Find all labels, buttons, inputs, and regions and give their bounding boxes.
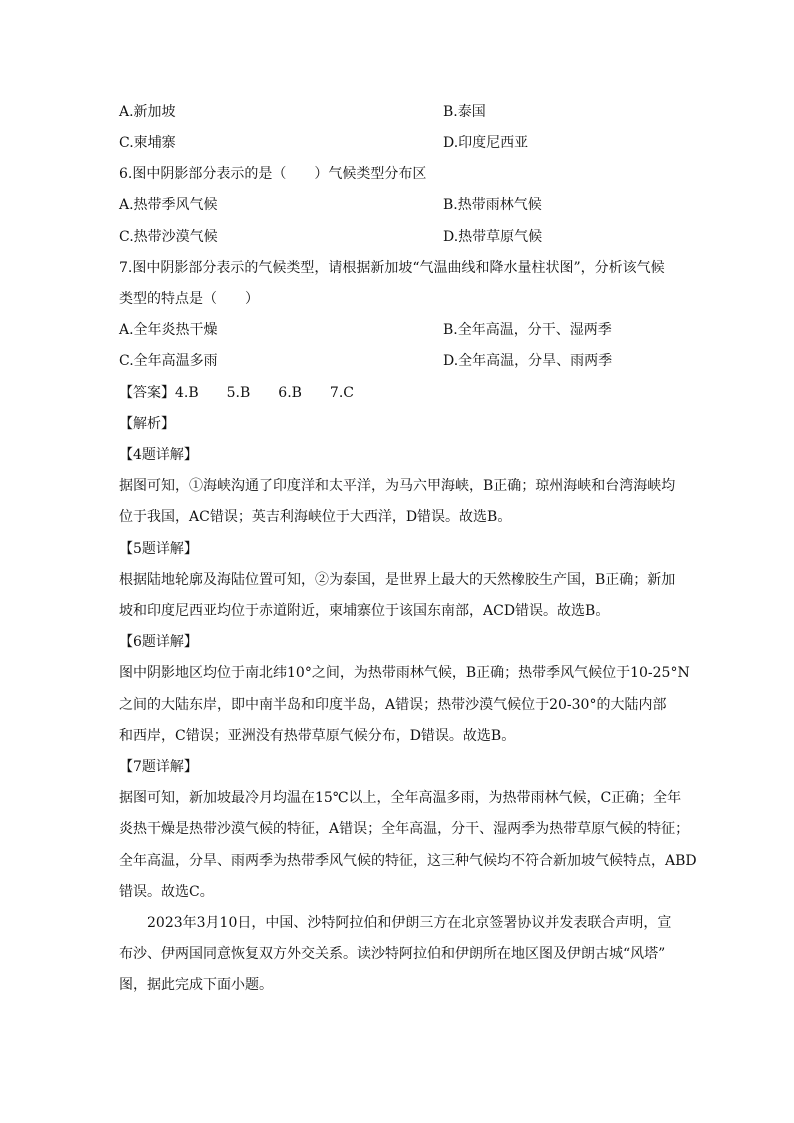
detail-5-heading: 【5题详解】	[119, 541, 198, 557]
q5-option-a: A.新加坡	[119, 104, 176, 120]
detail-7-line-1: 据图可知，新加坡最冷月均温在15℃以上，全年高温多雨，为热带雨林气候，C正确；全年	[119, 790, 682, 806]
q6-option-b: B.热带雨林气候	[443, 197, 542, 213]
detail-7-line-4: 错误。故选C。	[119, 884, 214, 900]
detail-5-line-2: 坡和印度尼西亚均位于赤道附近，柬埔寨位于该国东南部，ACD错误。故选B。	[119, 603, 610, 619]
passage-line-3: 图，据此完成下面小题。	[119, 977, 273, 993]
q7-stem-line-2: 类型的特点是（ ）	[119, 291, 259, 307]
passage-line-2: 布沙、伊两国同意恢复双方外交关系。读沙特阿拉伯和伊朗所在地区图及伊朗古城“风塔”	[119, 946, 666, 962]
q7-stem-line-1: 7.图中阴影部分表示的气候类型，请根据新加坡“气温曲线和降水量柱状图”，分析该气候	[119, 260, 665, 276]
answer-line: 【答案】4.B 5.B 6.B 7.C	[119, 385, 355, 401]
q6-option-c: C.热带沙漠气候	[119, 229, 218, 245]
detail-6-heading: 【6题详解】	[119, 634, 198, 650]
q7-option-b: B.全年高温，分干、湿两季	[443, 322, 612, 338]
q6-option-d: D.热带草原气候	[443, 229, 543, 245]
q5-option-b: B.泰国	[443, 104, 486, 120]
q6-option-a: A.热带季风气候	[119, 197, 218, 213]
q5-option-c: C.柬埔寨	[119, 135, 176, 151]
q5-option-d: D.印度尼西亚	[443, 135, 529, 151]
detail-4-line-2: 位于我国，AC错误；英吉利海峡位于大西洋，D错误。故选B。	[119, 509, 512, 525]
detail-4-line-1: 据图可知，①海峡沟通了印度洋和太平洋，为马六甲海峡，B正确；琼州海峡和台湾海峡均	[119, 478, 676, 494]
detail-6-line-1: 图中阴影地区均位于南北纬10°之间，为热带雨林气候，B正确；热带季风气候位于10-25°N	[119, 665, 690, 681]
q7-option-a: A.全年炎热干燥	[119, 322, 218, 338]
detail-4-heading: 【4题详解】	[119, 447, 198, 463]
q7-option-d: D.全年高温，分旱、雨两季	[443, 353, 613, 369]
detail-6-line-3: 和西岸，C错误；亚洲没有热带草原气候分布，D错误。故选B。	[119, 728, 516, 744]
detail-7-line-3: 全年高温，分旱、雨两季为热带季风气候的特征，这三种气候均不符合新加坡气候特点，ABD	[119, 853, 697, 869]
detail-7-line-2: 炎热干燥是热带沙漠气候的特征，A错误；全年高温，分干、湿两季为热带草原气候的特征；	[119, 821, 690, 837]
q6-stem: 6.图中阴影部分表示的是（ ）气候类型分布区	[119, 166, 427, 182]
detail-7-heading: 【7题详解】	[119, 759, 198, 775]
q7-option-c: C.全年高温多雨	[119, 353, 218, 369]
detail-5-line-1: 根据陆地轮廓及海陆位置可知，②为泰国，是世界上最大的天然橡胶生产国，B正确；新加	[119, 572, 676, 588]
detail-6-line-2: 之间的大陆东岸，即中南半岛和印度半岛，A错误；热带沙漠气候位于20-30°的大陆内部	[119, 697, 667, 713]
analysis-heading: 【解析】	[119, 416, 175, 432]
passage-line-1: 2023年3月10日，中国、沙特阿拉伯和伊朗三方在北京签署协议并发表联合声明，宣	[119, 915, 672, 931]
